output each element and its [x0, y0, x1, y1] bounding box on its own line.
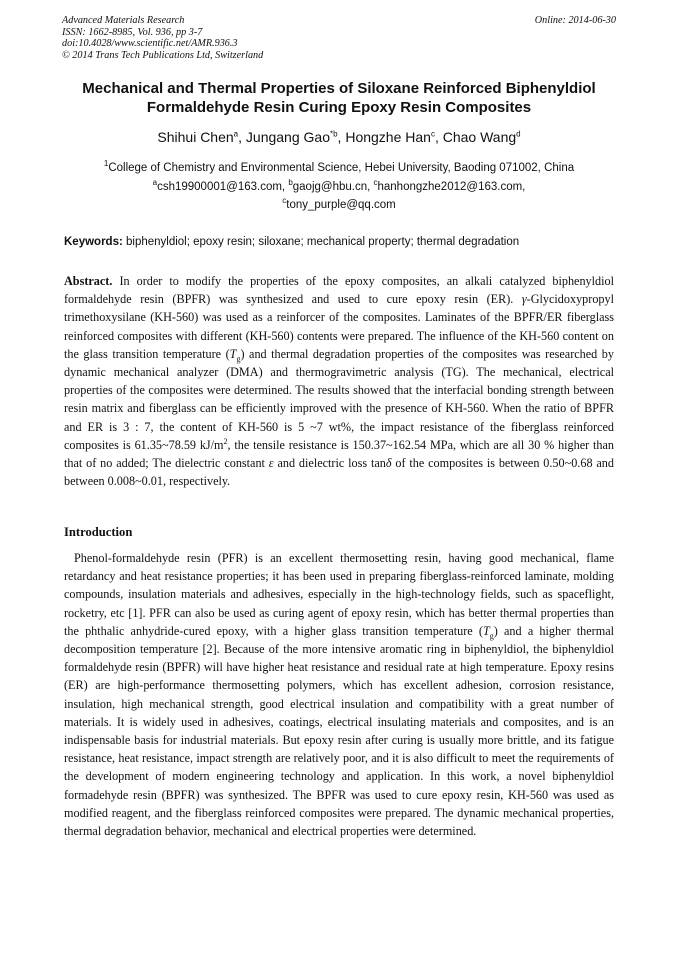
affiliation-text: College of Chemistry and Environmental Science, Hebei University, Baoding 071002, China: [108, 162, 575, 174]
author-mark: d: [516, 129, 521, 139]
copyright: © 2014 Trans Tech Publications Ltd, Switzerland: [62, 49, 264, 61]
intro-text: Phenol-formaldehyde resin (PFR) is an excellent thermosetting resin, having good mechanical, flame retardancy and heat resistance properties; it has been used in preparing fiberglass-reinforced laminate, molding compounds, insulation materials and adhesives, especially in the high-technology fields, such as spaceflight, rocketry, etc [1]. PFR can also be used as curing agent of epoxy resin, which has better thermal properties than the phthalic anhydride-cured epoxy, with a higher glass transition temperature (: [64, 551, 614, 638]
email-link[interactable]: csh19900001@163.com,: [157, 181, 289, 193]
email-line: [58, 180, 620, 194]
keywords-label: Keywords:: [64, 236, 123, 248]
author-name: Hongzhe Han: [345, 129, 431, 145]
author-name: Chao Wang: [442, 129, 517, 145]
abstract-text: , the tensile resistance is 150.37~162.54 MPa, which are all 30 % higher than that of no added; The dielectric constant: [64, 437, 614, 471]
email-line: [58, 198, 620, 212]
tg-subscript: g: [489, 631, 494, 641]
author-sep: ,: [434, 129, 443, 145]
delta-symbol: δ: [385, 456, 392, 471]
intro-text: ) and a higher thermal decomposition temperature [2]. Because of the more intensive aromatic ring in biphenyldiol, the biphenyldiol formaldehyde resin (BPFR) will have higher heat resistance and residual rate at high temperature. Epoxy resins (ER) are high-performance thermosetting polymers, which has excellent adhesion, corrosion resistance, insulation, high mechanical strength, good electrical insulation and compatibility with a great number of materials. It is widely used in adhesives, coatings, electrical insulating materials and composites, and is an indispensable basis for industrial materials. But epoxy resin after curing is usually more brittle, and its fatigue resistance, heat resistance, impact strength are relatively poor, and it is also difficult to meet the requirements of the development of modern engineering technology and application. In this work, a novel biphenyldiol formadehyde resin (BPFR) was synthesized. The BPFR was used to cure epoxy resin, KH-560 was used as modified reagent, and the fiberglass reinforced composites were prepared. The dynamic mechanical properties, thermal degradation behavior, mechanical and electrical properties were determined.: [64, 623, 614, 839]
abstract: [64, 272, 614, 490]
abstract-text: In order to modify the properties of the epoxy composites, an alkali catalyzed biphenyldiol formaldehyde resin (BPFR) was synthesized and used to cure epoxy resin (ER).: [64, 274, 614, 307]
doi: doi:10.4028/www.scientific.net/AMR.936.3: [62, 38, 238, 50]
tg-symbol: T: [482, 623, 490, 638]
affiliation: [58, 161, 620, 175]
author-sep: ,: [238, 129, 246, 145]
abstract-label: Abstract.: [64, 274, 113, 288]
affiliation-mark: 1: [103, 159, 109, 169]
paper-title: Mechanical and Thermal Properties of Siloxane Reinforced Biphenyldiol Formaldehyde Resin Curing Epoxy Resin Composites: [82, 80, 596, 116]
abstract-text: -Glycidoxypropyl trimethoxysilane (KH-560) was used as a reinforcer of the composites. Laminates of the BPFR/ER fiberglass reinforced composites with different (KH-560) contents were prepared. The influence of the KH-560 content on the glass transition temperature (: [64, 292, 614, 361]
author-mark: c: [430, 129, 435, 139]
email-link[interactable]: tony_purple@qq.com: [286, 199, 396, 211]
journal-name: Advanced Materials Research: [62, 15, 185, 26]
email-mark: b: [288, 178, 293, 188]
abstract-text: of the composites is between 0.50~0.68 and between 0.008~0.01, respectively.: [64, 456, 614, 489]
author-mark: a: [233, 129, 239, 139]
tg-symbol: T: [229, 346, 237, 361]
issn: ISSN: 1662-8985, Vol. 936, pp 3-7: [62, 26, 203, 38]
author-list: [58, 129, 620, 145]
email-link[interactable]: gaojg@hbu.cn,: [292, 181, 374, 193]
email-link[interactable]: hanhongzhe2012@163.com,: [377, 181, 526, 193]
author-mark: *b: [329, 129, 338, 139]
abstract-text: ) and thermal degradation properties of the composites was researched by dynamic mechanical analyzer (DMA) and thermogravimetric analysis (TG). The mechanical, electrical properties of the composites were determined. The results showed that the interfacial bonding strength between resin matrix and fiberglass can be efficiently improved with the presence of KH-560. When the ratio of BPFR and ER is 3 : 7, the content of KH-560 is 5 ~7 wt%, the impact resistance of the fiberglass reinforced composites is 61.35~78.59 kJ/m: [64, 346, 614, 452]
online-date: Online: 2014-06-30: [534, 15, 616, 26]
author-name: Jungang Gao: [245, 129, 330, 145]
tg-subscript: g: [236, 354, 241, 364]
introduction-text: [64, 549, 614, 840]
email-mark: c: [373, 178, 378, 188]
section-heading: Introduction: [64, 525, 133, 539]
keywords-text: biphenyldiol; epoxy resin; siloxane; mechanical property; thermal degradation: [122, 236, 520, 248]
email-mark: c: [282, 196, 287, 206]
email-mark: a: [152, 178, 158, 188]
epsilon-symbol: ε: [268, 456, 274, 471]
abstract-text: and dielectric loss tan: [273, 456, 386, 471]
unit-superscript: 2: [223, 436, 228, 446]
author-sep: ,: [337, 129, 346, 145]
keywords: [64, 236, 624, 248]
journal-header: [62, 15, 263, 61]
author-name: Shihui Chen: [157, 129, 234, 145]
gamma-symbol: γ: [521, 292, 527, 307]
